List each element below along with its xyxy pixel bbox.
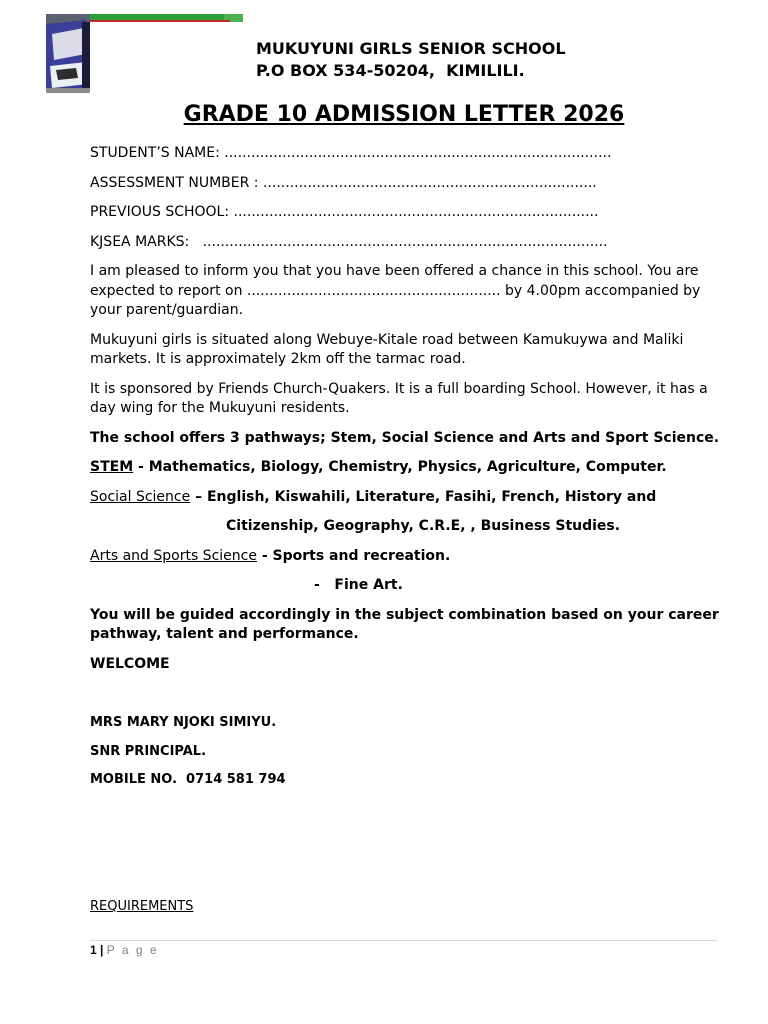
school-logo: [46, 14, 243, 93]
field-dots: ...........................................................................: [262, 174, 597, 191]
social-science-pathway: [90, 488, 720, 508]
report-date-dots: .........................................................: [246, 282, 501, 299]
guidance-paragraph: You will be guided accordingly in the subject combination based on your career pathway, talent and performance.: [90, 606, 719, 642]
kjsea-marks-field: [90, 233, 720, 253]
field-label: ASSESSMENT NUMBER :: [90, 174, 263, 191]
footer-divider: [90, 940, 717, 941]
field-label: PREVIOUS SCHOOL:: [90, 204, 234, 220]
school-address: P.O BOX 534-50204, KIMILILI.: [256, 61, 525, 80]
principal-name: MRS MARY NJOKI SIMIYU.: [90, 715, 277, 730]
social-science-subjects-cont: Citizenship, Geography, C.R.E, , Business Studies.: [226, 518, 621, 534]
principal-role: SNR PRINCIPAL.: [90, 743, 207, 759]
field-dots: ...........................................................................................: [202, 233, 608, 250]
arts-sports-label: Arts and Sports Science: [90, 547, 257, 564]
assessment-number-field: [90, 174, 720, 194]
letter-body: [90, 144, 720, 799]
page-separator: |: [96, 943, 107, 957]
stem-subjects: - Mathematics, Biology, Chemistry, Physics, Agriculture, Computer.: [133, 459, 667, 475]
arts-sports-subjects: - Sports and recreation.: [256, 547, 451, 564]
offer-paragraph: [90, 262, 720, 321]
student-name-field: [90, 144, 720, 164]
sponsor-paragraph: It is sponsored by Friends Church-Quakers. It is a full boarding School. However, it has a day wing for the Mukuyuni residents.: [90, 380, 708, 416]
page-number: 1: [90, 943, 97, 957]
stem-label: STEM: [90, 459, 134, 475]
field-label: STUDENT’S NAME:: [90, 145, 225, 161]
field-dots: ..................................................................................: [233, 204, 599, 220]
location-paragraph: Mukuyuni girls is situated along Webuye-Kitale road between Kamukuywa and Maliki markets. It is approximately 2km off the tarmac road.: [90, 331, 684, 367]
offer-text: I am pleased to inform you that you have been offered a chance in this school. You are expected to report on: [90, 263, 699, 299]
field-label: KJSEA MARKS:: [90, 233, 203, 250]
pathways-intro: The school offers 3 pathways; Stem, Social Science and Arts and Sport Science.: [90, 429, 720, 446]
page-word: P a g e: [106, 943, 159, 957]
offer-text-end: by 4.00pm accompanied by your parent/guardian.: [90, 282, 701, 318]
previous-school-field: [90, 203, 720, 223]
letter-title: GRADE 10 ADMISSION LETTER 2026: [183, 102, 625, 127]
arts-sports-pathway: [90, 547, 720, 567]
field-dots: .......................................................................................: [224, 145, 612, 161]
principal-mobile: MOBILE NO. 0714 581 794: [90, 772, 286, 787]
letter-title-wrap: [0, 102, 768, 127]
welcome-text: WELCOME: [90, 655, 170, 672]
school-header: [256, 38, 566, 82]
stem-pathway: [90, 458, 720, 478]
page-footer: [90, 943, 159, 957]
arts-sports-subjects-cont: - Fine Art.: [314, 577, 403, 593]
school-name: MUKUYUNI GIRLS SENIOR SCHOOL: [256, 39, 566, 58]
social-science-subjects: – English, Kiswahili, Literature, Fasihi, French, History and: [190, 488, 657, 505]
social-science-label: Social Science: [90, 488, 191, 505]
requirements-heading: REQUIREMENTS: [90, 899, 194, 914]
